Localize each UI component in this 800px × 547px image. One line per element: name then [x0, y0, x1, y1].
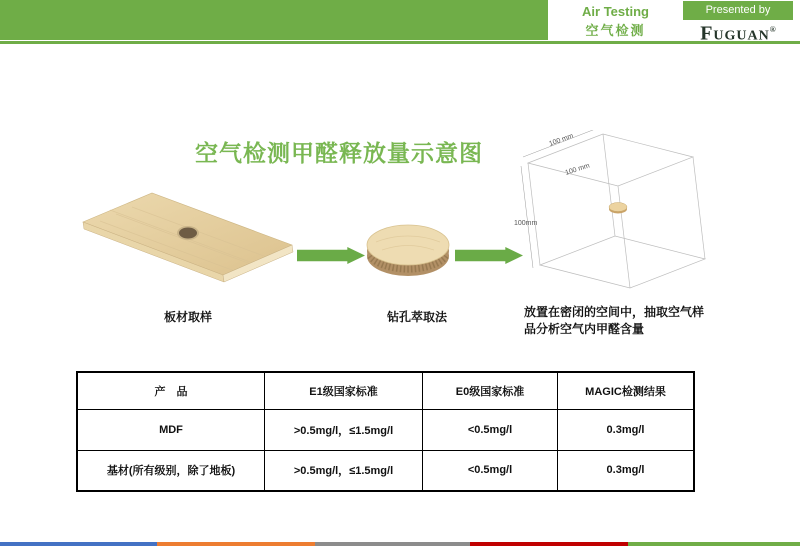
test-chamber-cube-icon [512, 130, 712, 305]
header-green-bar [0, 0, 548, 40]
col-header-product: 产 品 [77, 372, 265, 409]
col-header-e1-standard: E1级国家标准 [265, 372, 423, 409]
cell-magic-value: 0.3mg/l [558, 409, 695, 450]
standards-table [76, 371, 695, 492]
registered-mark: ® [769, 25, 776, 34]
footer-stripe-red [470, 542, 628, 546]
footer-stripe-blue [0, 542, 157, 546]
table-row [77, 409, 694, 450]
cell-product: 基材(所有级别，除了地板) [77, 450, 265, 491]
step3-caption [524, 304, 704, 338]
footer-stripe-gray [315, 542, 470, 546]
cube-dim-left-label: 100mm [514, 220, 538, 227]
wood-board-sample-icon [70, 185, 300, 290]
cell-e1-value: >0.5mg/l，≤1.5mg/l [265, 450, 423, 491]
cell-product: MDF [77, 409, 265, 450]
col-header-magic-result: MAGIC检测结果 [558, 372, 695, 409]
header-air-testing-box [548, 0, 683, 40]
step3-caption-line2: 品分析空气内甲醛含量 [524, 322, 645, 336]
table-header-row [77, 372, 694, 409]
process-arrow-1 [297, 247, 365, 264]
cell-e0-value: <0.5mg/l [423, 409, 558, 450]
table-row [77, 450, 694, 491]
cube-dim-top-label: 100 mm [548, 132, 575, 148]
cell-e1-value: >0.5mg/l，≤1.5mg/l [265, 409, 423, 450]
air-testing-label-en: Air Testing [582, 4, 649, 19]
cell-magic-value: 0.3mg/l [558, 450, 695, 491]
footer-stripe-green [628, 542, 800, 546]
core-sample-disc-icon [358, 220, 458, 282]
step1-caption: 板材取样 [163, 310, 212, 324]
step3-caption-line1: 放置在密闭的空间中，抽取空气样 [524, 305, 705, 319]
page-title: 空气检测甲醛释放量示意图 [195, 140, 483, 166]
cube-dim-mid-label: 100 mm [564, 162, 591, 177]
brand-name: Fuguan [700, 22, 770, 45]
presented-by-badge: Presented by [683, 1, 793, 20]
col-header-e0-standard: E0级国家标准 [423, 372, 558, 409]
step2-caption: 钻孔萃取法 [386, 310, 447, 324]
cell-e0-value: <0.5mg/l [423, 450, 558, 491]
footer-stripe-orange [157, 542, 315, 546]
brand-logo [680, 19, 796, 45]
header-divider-rule [0, 41, 800, 44]
air-testing-label-zh: 空气检测 [585, 23, 646, 38]
